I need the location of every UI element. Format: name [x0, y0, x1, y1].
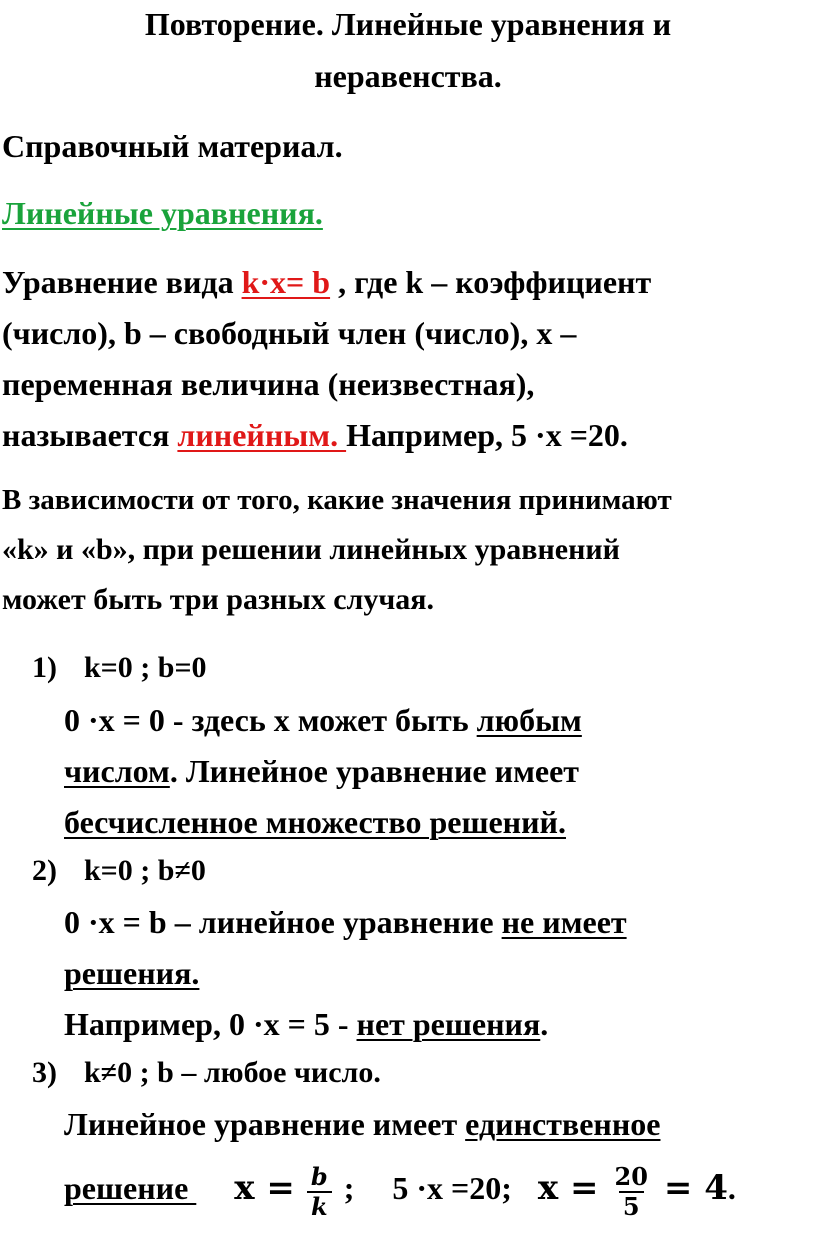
formula-x-equals-2: x = — [537, 1168, 599, 1208]
definition-example: Например, 5 ·x =20. — [346, 417, 628, 453]
case-1-infinite-solutions: бесчисленное множество решений. — [64, 804, 566, 840]
case-1-number-word: числом — [64, 753, 170, 789]
case-3-condition: k≠0 ; b – любое число. — [84, 1056, 381, 1089]
linear-equation-formula: k·x= b — [241, 264, 331, 300]
case-2-solutions-word: решения. — [64, 955, 200, 991]
case-1-line-2 — [64, 751, 579, 791]
case-2-number: 2) — [32, 854, 57, 887]
reference-heading: Справочный материал. — [2, 128, 343, 164]
definition-text: называется — [2, 417, 178, 453]
final-period: . — [727, 1170, 736, 1206]
definition-line-1 — [2, 262, 651, 302]
case-1-text: 0 ·x = 0 - здесь x может быть — [64, 702, 477, 738]
case-1-text: . Линейное уравнение имеет — [169, 753, 579, 789]
intro-line-3: может быть три разных случая. — [2, 583, 435, 616]
fraction-20-over-5 — [611, 1163, 652, 1221]
case-3-solution-word: решение — [64, 1170, 197, 1206]
formula-x-equals: x = — [234, 1168, 295, 1208]
case-2-period: . — [540, 1006, 549, 1042]
case-2-condition: k=0 ; b≠0 — [84, 854, 206, 887]
case-2-no-solution: нет решения — [356, 1006, 541, 1042]
case-3-number: 3) — [32, 1056, 57, 1089]
case-2-text: 0 ·x = b – линейное уравнение — [64, 904, 502, 940]
case-3-text: Линейное уравнение имеет — [64, 1106, 466, 1142]
case-2-no-have: не имеет — [501, 904, 627, 940]
fraction-numerator: 20 — [614, 1161, 648, 1191]
section-heading: Линейные уравнения. — [2, 195, 323, 231]
result-equals-4: = 4 — [663, 1168, 728, 1208]
case-3-line-1 — [64, 1104, 660, 1144]
semicolon: ; — [343, 1170, 355, 1206]
linear-term: линейным. — [177, 417, 347, 453]
example-equation: 5 ·x =20; — [392, 1170, 512, 1206]
definition-line-2: (число), b – свободный член (число), x – — [2, 315, 577, 351]
definition-line-3: переменная величина (неизвестная), — [2, 366, 535, 402]
case-1-line-1 — [64, 700, 582, 740]
intro-line-1: В зависимости от того, какие значения принимают — [2, 484, 672, 516]
fraction-denominator: 5 — [619, 1191, 644, 1221]
case-2-line-1 — [64, 902, 627, 942]
title-line-2: неравенства. — [314, 58, 502, 94]
definition-text: , где k – коэффициент — [338, 264, 652, 300]
definition-text: Уравнение вида — [2, 264, 242, 300]
case-1-number: 1) — [32, 651, 57, 684]
title-line-1: Повторение. Линейные уравнения и — [144, 6, 672, 42]
fraction-b-over-k — [307, 1163, 332, 1221]
intro-line-2: «k» и «b», при решении линейных уравнений — [2, 533, 620, 566]
fraction-denominator: k — [307, 1191, 332, 1221]
case-1-condition: k=0 ; b=0 — [84, 651, 207, 684]
case-2-line-3 — [64, 1004, 548, 1044]
definition-line-4 — [2, 415, 628, 455]
case-2-example: Например, 0 ·x = 5 - — [64, 1006, 357, 1042]
fraction-numerator: b — [310, 1161, 328, 1191]
case-1-any-number: любым — [476, 702, 582, 738]
case-3-unique: единственное — [465, 1106, 661, 1142]
case-3-line-2 — [64, 1152, 736, 1224]
